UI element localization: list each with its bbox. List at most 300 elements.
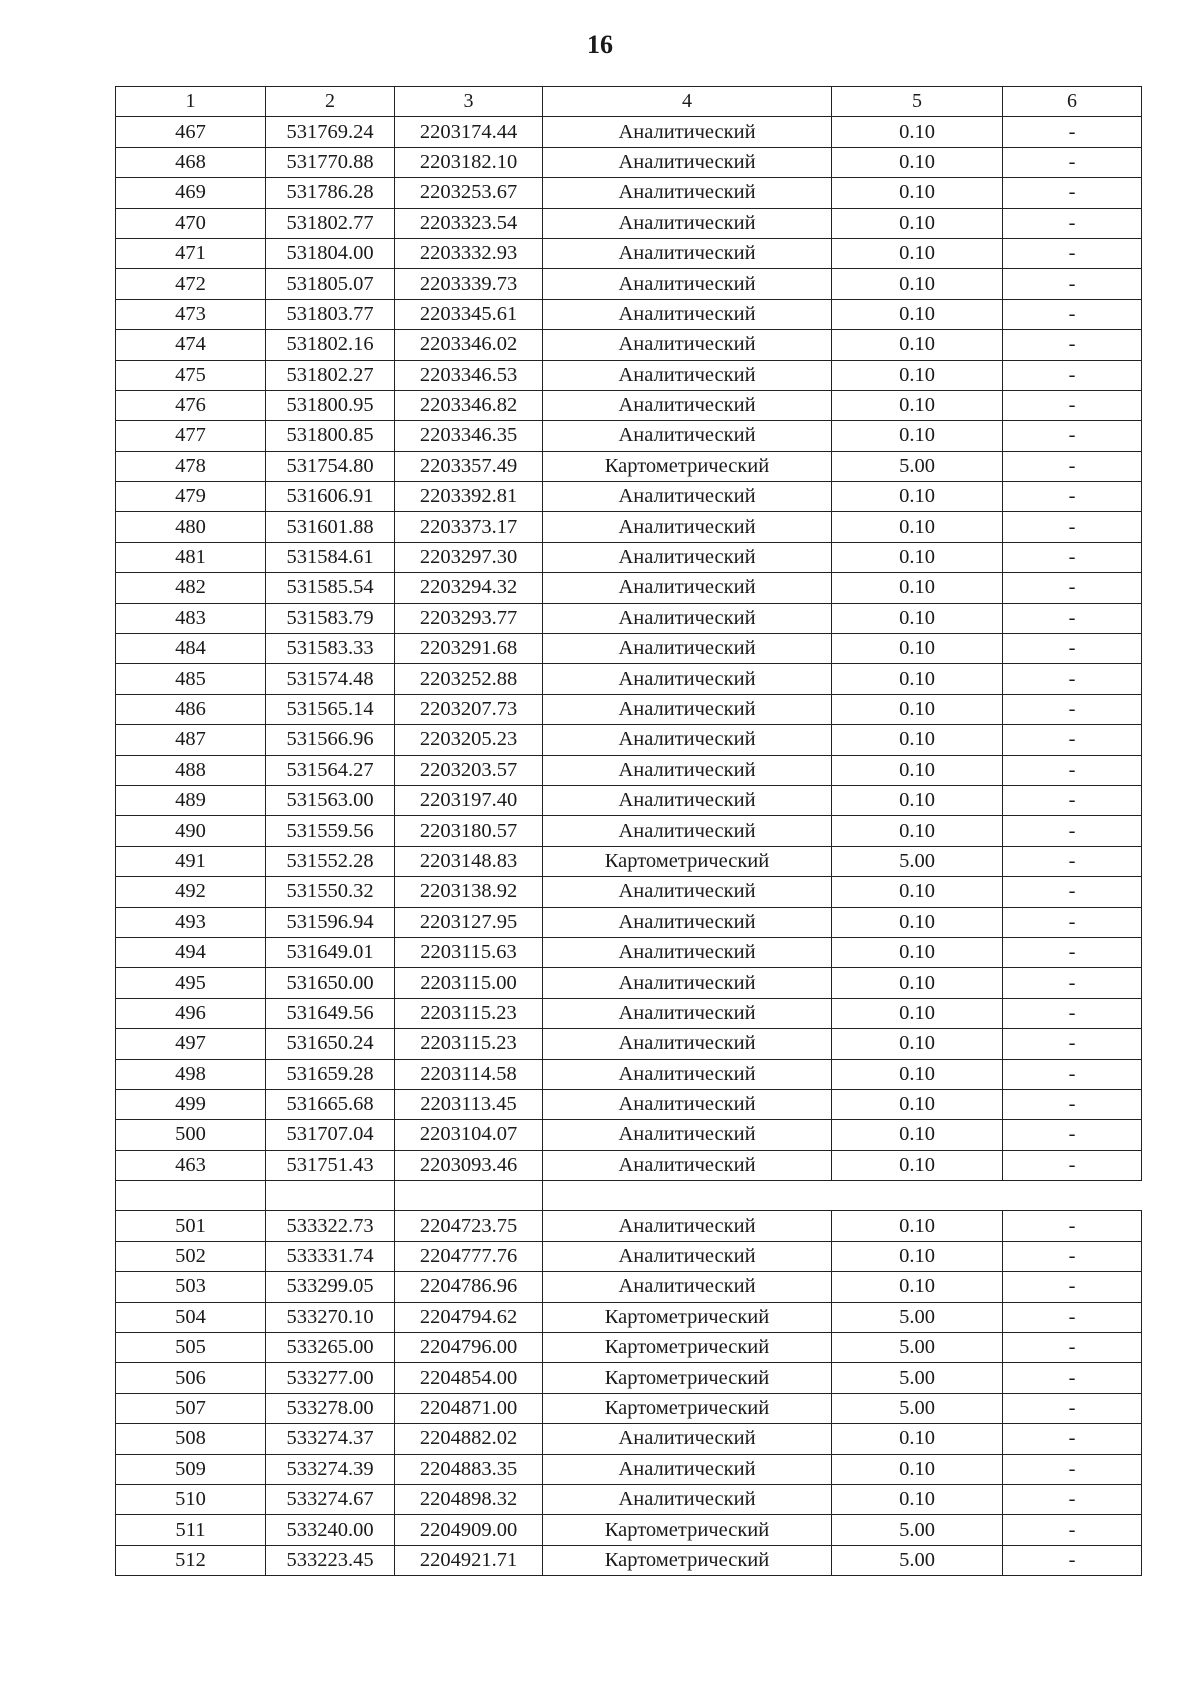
- empty-cell: [266, 1181, 395, 1211]
- table-row: [116, 725, 1142, 755]
- x-coordinate-cell: 531564.27: [266, 755, 395, 785]
- y-coordinate-cell: 2203138.92: [395, 877, 543, 907]
- note-cell: -: [1003, 907, 1142, 937]
- x-coordinate-cell: 531563.00: [266, 785, 395, 815]
- table-row: [116, 542, 1142, 572]
- note-cell: -: [1003, 512, 1142, 542]
- point-number-cell: 488: [116, 755, 266, 785]
- note-cell: -: [1003, 816, 1142, 846]
- note-cell: -: [1003, 542, 1142, 572]
- note-cell: -: [1003, 755, 1142, 785]
- note-cell: -: [1003, 664, 1142, 694]
- y-coordinate-cell: 2203180.57: [395, 816, 543, 846]
- page-number: 16: [587, 30, 613, 59]
- point-number-cell: 485: [116, 664, 266, 694]
- method-cell: Аналитический: [543, 785, 832, 815]
- x-coordinate-cell: 531805.07: [266, 269, 395, 299]
- x-coordinate-cell: 531606.91: [266, 482, 395, 512]
- point-number-cell: 492: [116, 877, 266, 907]
- table-row: [116, 1515, 1142, 1545]
- table-row: [116, 421, 1142, 451]
- table-row: [116, 785, 1142, 815]
- point-number-cell: 470: [116, 208, 266, 238]
- accuracy-cell: 0.10: [832, 1120, 1003, 1150]
- accuracy-cell: 0.10: [832, 573, 1003, 603]
- method-cell: Аналитический: [543, 1211, 832, 1241]
- method-cell: Аналитический: [543, 117, 832, 147]
- table-row: [116, 117, 1142, 147]
- method-cell: Картометрический: [543, 1363, 832, 1393]
- y-coordinate-cell: 2203323.54: [395, 208, 543, 238]
- note-cell: -: [1003, 694, 1142, 724]
- note-cell: -: [1003, 238, 1142, 268]
- accuracy-cell: 5.00: [832, 1333, 1003, 1363]
- x-coordinate-cell: 531802.27: [266, 360, 395, 390]
- y-coordinate-cell: 2203174.44: [395, 117, 543, 147]
- accuracy-cell: 0.10: [832, 1241, 1003, 1271]
- x-coordinate-cell: 533240.00: [266, 1515, 395, 1545]
- y-coordinate-cell: 2203207.73: [395, 694, 543, 724]
- note-cell: -: [1003, 451, 1142, 481]
- table-row: [116, 330, 1142, 360]
- table-row: [116, 208, 1142, 238]
- table-row: [116, 907, 1142, 937]
- point-number-cell: 479: [116, 482, 266, 512]
- table-row: [116, 755, 1142, 785]
- x-coordinate-cell: 533322.73: [266, 1211, 395, 1241]
- method-cell: Аналитический: [543, 1059, 832, 1089]
- note-cell: -: [1003, 1363, 1142, 1393]
- x-coordinate-cell: 531659.28: [266, 1059, 395, 1089]
- method-cell: Аналитический: [543, 178, 832, 208]
- accuracy-cell: 0.10: [832, 998, 1003, 1028]
- note-cell: -: [1003, 1393, 1142, 1423]
- accuracy-cell: 0.10: [832, 147, 1003, 177]
- y-coordinate-cell: 2203205.23: [395, 725, 543, 755]
- x-coordinate-cell: 531802.16: [266, 330, 395, 360]
- x-coordinate-cell: 531566.96: [266, 725, 395, 755]
- point-number-cell: 474: [116, 330, 266, 360]
- accuracy-cell: 5.00: [832, 1302, 1003, 1332]
- note-cell: -: [1003, 1211, 1142, 1241]
- y-coordinate-cell: 2203113.45: [395, 1089, 543, 1119]
- y-coordinate-cell: 2203373.17: [395, 512, 543, 542]
- accuracy-cell: 0.10: [832, 238, 1003, 268]
- method-cell: Аналитический: [543, 1454, 832, 1484]
- method-cell: Аналитический: [543, 390, 832, 420]
- accuracy-cell: 0.10: [832, 1484, 1003, 1514]
- point-number-cell: 500: [116, 1120, 266, 1150]
- table-row: [116, 451, 1142, 481]
- table-row: [116, 360, 1142, 390]
- y-coordinate-cell: 2203104.07: [395, 1120, 543, 1150]
- table-row: [116, 1333, 1142, 1363]
- table-row: [116, 1424, 1142, 1454]
- point-number-cell: 504: [116, 1302, 266, 1332]
- y-coordinate-cell: 2204854.00: [395, 1363, 543, 1393]
- table-row: [116, 1241, 1142, 1271]
- point-number-cell: 502: [116, 1241, 266, 1271]
- method-cell: Аналитический: [543, 542, 832, 572]
- y-coordinate-cell: 2203182.10: [395, 147, 543, 177]
- accuracy-cell: 0.10: [832, 208, 1003, 238]
- y-coordinate-cell: 2204883.35: [395, 1454, 543, 1484]
- note-cell: -: [1003, 603, 1142, 633]
- point-number-cell: 486: [116, 694, 266, 724]
- empty-cell: [543, 1181, 1142, 1211]
- note-cell: -: [1003, 1059, 1142, 1089]
- x-coordinate-cell: 531650.24: [266, 1029, 395, 1059]
- method-cell: Картометрический: [543, 1545, 832, 1575]
- accuracy-cell: 0.10: [832, 785, 1003, 815]
- point-number-cell: 477: [116, 421, 266, 451]
- x-coordinate-cell: 531649.56: [266, 998, 395, 1028]
- x-coordinate-cell: 531550.32: [266, 877, 395, 907]
- accuracy-cell: 0.10: [832, 1211, 1003, 1241]
- table-row: [116, 238, 1142, 268]
- x-coordinate-cell: 533265.00: [266, 1333, 395, 1363]
- table-row: [116, 512, 1142, 542]
- y-coordinate-cell: 2203148.83: [395, 846, 543, 876]
- method-cell: Аналитический: [543, 907, 832, 937]
- point-number-cell: 512: [116, 1545, 266, 1575]
- point-number-cell: 469: [116, 178, 266, 208]
- y-coordinate-cell: 2203252.88: [395, 664, 543, 694]
- point-number-cell: 484: [116, 634, 266, 664]
- x-coordinate-cell: 533274.39: [266, 1454, 395, 1484]
- method-cell: Аналитический: [543, 360, 832, 390]
- accuracy-cell: 0.10: [832, 877, 1003, 907]
- x-coordinate-cell: 531585.54: [266, 573, 395, 603]
- accuracy-cell: 0.10: [832, 603, 1003, 633]
- point-number-cell: 491: [116, 846, 266, 876]
- note-cell: -: [1003, 330, 1142, 360]
- y-coordinate-cell: 2204921.71: [395, 1545, 543, 1575]
- point-number-cell: 506: [116, 1363, 266, 1393]
- x-coordinate-cell: 531802.77: [266, 208, 395, 238]
- y-coordinate-cell: 2204794.62: [395, 1302, 543, 1332]
- point-number-cell: 483: [116, 603, 266, 633]
- note-cell: -: [1003, 846, 1142, 876]
- table-row: [116, 1272, 1142, 1302]
- x-coordinate-cell: 531800.95: [266, 390, 395, 420]
- x-coordinate-cell: 531583.33: [266, 634, 395, 664]
- x-coordinate-cell: 531707.04: [266, 1120, 395, 1150]
- x-coordinate-cell: 531751.43: [266, 1150, 395, 1180]
- method-cell: Картометрический: [543, 1515, 832, 1545]
- column-header: 1: [116, 87, 266, 117]
- y-coordinate-cell: 2203346.02: [395, 330, 543, 360]
- note-cell: -: [1003, 968, 1142, 998]
- x-coordinate-cell: 533331.74: [266, 1241, 395, 1271]
- point-number-cell: 508: [116, 1424, 266, 1454]
- method-cell: Аналитический: [543, 208, 832, 238]
- method-cell: Картометрический: [543, 1302, 832, 1332]
- point-number-cell: 489: [116, 785, 266, 815]
- table-row: [116, 390, 1142, 420]
- table-header-row: [116, 87, 1142, 117]
- method-cell: Аналитический: [543, 755, 832, 785]
- x-coordinate-cell: 533299.05: [266, 1272, 395, 1302]
- y-coordinate-cell: 2203392.81: [395, 482, 543, 512]
- x-coordinate-cell: 531574.48: [266, 664, 395, 694]
- point-number-cell: 498: [116, 1059, 266, 1089]
- point-number-cell: 481: [116, 542, 266, 572]
- note-cell: -: [1003, 1484, 1142, 1514]
- point-number-cell: 490: [116, 816, 266, 846]
- table-row: [116, 937, 1142, 967]
- note-cell: -: [1003, 725, 1142, 755]
- point-number-cell: 471: [116, 238, 266, 268]
- table-row: [116, 664, 1142, 694]
- point-number-cell: 468: [116, 147, 266, 177]
- table-row: [116, 816, 1142, 846]
- y-coordinate-cell: 2203253.67: [395, 178, 543, 208]
- note-cell: -: [1003, 1333, 1142, 1363]
- method-cell: Картометрический: [543, 451, 832, 481]
- method-cell: Аналитический: [543, 664, 832, 694]
- method-cell: Аналитический: [543, 968, 832, 998]
- note-cell: -: [1003, 877, 1142, 907]
- point-number-cell: 487: [116, 725, 266, 755]
- note-cell: -: [1003, 269, 1142, 299]
- method-cell: Аналитический: [543, 1424, 832, 1454]
- point-number-cell: 493: [116, 907, 266, 937]
- table-row: [116, 1302, 1142, 1332]
- accuracy-cell: 0.10: [832, 694, 1003, 724]
- y-coordinate-cell: 2203115.23: [395, 998, 543, 1028]
- point-number-cell: 511: [116, 1515, 266, 1545]
- point-number-cell: 507: [116, 1393, 266, 1423]
- y-coordinate-cell: 2203197.40: [395, 785, 543, 815]
- y-coordinate-cell: 2203114.58: [395, 1059, 543, 1089]
- accuracy-cell: 0.10: [832, 907, 1003, 937]
- note-cell: -: [1003, 421, 1142, 451]
- point-number-cell: 472: [116, 269, 266, 299]
- point-number-cell: 475: [116, 360, 266, 390]
- accuracy-cell: 0.10: [832, 360, 1003, 390]
- y-coordinate-cell: 2203093.46: [395, 1150, 543, 1180]
- method-cell: Аналитический: [543, 299, 832, 329]
- method-cell: Аналитический: [543, 1089, 832, 1119]
- note-cell: -: [1003, 785, 1142, 815]
- note-cell: -: [1003, 1454, 1142, 1484]
- method-cell: Аналитический: [543, 694, 832, 724]
- method-cell: Аналитический: [543, 330, 832, 360]
- point-number-cell: 501: [116, 1211, 266, 1241]
- table-row: [116, 1393, 1142, 1423]
- y-coordinate-cell: 2203291.68: [395, 634, 543, 664]
- table-row: [116, 1211, 1142, 1241]
- table-row: [116, 482, 1142, 512]
- accuracy-cell: 0.10: [832, 330, 1003, 360]
- coordinates-table: [115, 86, 1142, 1576]
- accuracy-cell: 0.10: [832, 421, 1003, 451]
- table-row: [116, 299, 1142, 329]
- note-cell: -: [1003, 1545, 1142, 1575]
- accuracy-cell: 5.00: [832, 1515, 1003, 1545]
- y-coordinate-cell: 2203293.77: [395, 603, 543, 633]
- y-coordinate-cell: 2204723.75: [395, 1211, 543, 1241]
- table-row: [116, 1089, 1142, 1119]
- point-number-cell: 510: [116, 1484, 266, 1514]
- y-coordinate-cell: 2203127.95: [395, 907, 543, 937]
- accuracy-cell: 0.10: [832, 1272, 1003, 1302]
- y-coordinate-cell: 2203346.53: [395, 360, 543, 390]
- method-cell: Аналитический: [543, 1241, 832, 1271]
- x-coordinate-cell: 531649.01: [266, 937, 395, 967]
- method-cell: Аналитический: [543, 238, 832, 268]
- x-coordinate-cell: 533274.37: [266, 1424, 395, 1454]
- column-header: 4: [543, 87, 832, 117]
- point-number-cell: 496: [116, 998, 266, 1028]
- point-number-cell: 473: [116, 299, 266, 329]
- accuracy-cell: 5.00: [832, 1393, 1003, 1423]
- accuracy-cell: 0.10: [832, 664, 1003, 694]
- note-cell: -: [1003, 178, 1142, 208]
- x-coordinate-cell: 531804.00: [266, 238, 395, 268]
- accuracy-cell: 5.00: [832, 1545, 1003, 1575]
- note-cell: -: [1003, 299, 1142, 329]
- x-coordinate-cell: 533274.67: [266, 1484, 395, 1514]
- accuracy-cell: 0.10: [832, 1059, 1003, 1089]
- y-coordinate-cell: 2204909.00: [395, 1515, 543, 1545]
- x-coordinate-cell: 531754.80: [266, 451, 395, 481]
- table-row: [116, 1545, 1142, 1575]
- empty-cell: [116, 1181, 266, 1211]
- note-cell: -: [1003, 1120, 1142, 1150]
- table-row: [116, 846, 1142, 876]
- table-row: [116, 877, 1142, 907]
- method-cell: Аналитический: [543, 512, 832, 542]
- method-cell: Аналитический: [543, 147, 832, 177]
- x-coordinate-cell: 531770.88: [266, 147, 395, 177]
- accuracy-cell: 5.00: [832, 1363, 1003, 1393]
- method-cell: Картометрический: [543, 1393, 832, 1423]
- method-cell: Аналитический: [543, 1272, 832, 1302]
- point-number-cell: 497: [116, 1029, 266, 1059]
- note-cell: -: [1003, 634, 1142, 664]
- x-coordinate-cell: 533277.00: [266, 1363, 395, 1393]
- x-coordinate-cell: 531565.14: [266, 694, 395, 724]
- method-cell: Аналитический: [543, 937, 832, 967]
- y-coordinate-cell: 2203115.00: [395, 968, 543, 998]
- y-coordinate-cell: 2204786.96: [395, 1272, 543, 1302]
- method-cell: Аналитический: [543, 603, 832, 633]
- x-coordinate-cell: 531601.88: [266, 512, 395, 542]
- accuracy-cell: 0.10: [832, 816, 1003, 846]
- y-coordinate-cell: 2204777.76: [395, 1241, 543, 1271]
- y-coordinate-cell: 2203339.73: [395, 269, 543, 299]
- y-coordinate-cell: 2203297.30: [395, 542, 543, 572]
- accuracy-cell: 5.00: [832, 451, 1003, 481]
- method-cell: Аналитический: [543, 269, 832, 299]
- note-cell: -: [1003, 1424, 1142, 1454]
- y-coordinate-cell: 2203115.23: [395, 1029, 543, 1059]
- accuracy-cell: 0.10: [832, 1424, 1003, 1454]
- note-cell: -: [1003, 1029, 1142, 1059]
- table-row: [116, 147, 1142, 177]
- method-cell: Аналитический: [543, 1484, 832, 1514]
- note-cell: -: [1003, 482, 1142, 512]
- method-cell: Аналитический: [543, 482, 832, 512]
- method-cell: Аналитический: [543, 877, 832, 907]
- point-number-cell: 505: [116, 1333, 266, 1363]
- note-cell: -: [1003, 390, 1142, 420]
- table-row: [116, 968, 1142, 998]
- method-cell: Аналитический: [543, 421, 832, 451]
- table-row: [116, 573, 1142, 603]
- note-cell: -: [1003, 360, 1142, 390]
- method-cell: Аналитический: [543, 573, 832, 603]
- accuracy-cell: 0.10: [832, 1029, 1003, 1059]
- table-row: [116, 603, 1142, 633]
- note-cell: -: [1003, 1089, 1142, 1119]
- y-coordinate-cell: 2203203.57: [395, 755, 543, 785]
- table-row: [116, 1363, 1142, 1393]
- point-number-cell: 499: [116, 1089, 266, 1119]
- accuracy-cell: 0.10: [832, 269, 1003, 299]
- point-number-cell: 476: [116, 390, 266, 420]
- point-number-cell: 503: [116, 1272, 266, 1302]
- point-number-cell: 509: [116, 1454, 266, 1484]
- y-coordinate-cell: 2204898.32: [395, 1484, 543, 1514]
- accuracy-cell: 0.10: [832, 755, 1003, 785]
- y-coordinate-cell: 2204796.00: [395, 1333, 543, 1363]
- y-coordinate-cell: 2204882.02: [395, 1424, 543, 1454]
- method-cell: Аналитический: [543, 725, 832, 755]
- column-header: 6: [1003, 87, 1142, 117]
- x-coordinate-cell: 533223.45: [266, 1545, 395, 1575]
- y-coordinate-cell: 2203346.35: [395, 421, 543, 451]
- accuracy-cell: 0.10: [832, 117, 1003, 147]
- y-coordinate-cell: 2203332.93: [395, 238, 543, 268]
- x-coordinate-cell: 531665.68: [266, 1089, 395, 1119]
- x-coordinate-cell: 531596.94: [266, 907, 395, 937]
- y-coordinate-cell: 2203357.49: [395, 451, 543, 481]
- note-cell: -: [1003, 117, 1142, 147]
- table-row: [116, 998, 1142, 1028]
- column-header: 2: [266, 87, 395, 117]
- accuracy-cell: 0.10: [832, 634, 1003, 664]
- point-number-cell: 467: [116, 117, 266, 147]
- accuracy-cell: 0.10: [832, 482, 1003, 512]
- accuracy-cell: 0.10: [832, 725, 1003, 755]
- x-coordinate-cell: 531786.28: [266, 178, 395, 208]
- point-number-cell: 463: [116, 1150, 266, 1180]
- method-cell: Картометрический: [543, 1333, 832, 1363]
- table-row: [116, 1059, 1142, 1089]
- accuracy-cell: 0.10: [832, 178, 1003, 208]
- column-header: 5: [832, 87, 1003, 117]
- x-coordinate-cell: 531800.85: [266, 421, 395, 451]
- method-cell: Аналитический: [543, 1029, 832, 1059]
- x-coordinate-cell: 531650.00: [266, 968, 395, 998]
- table-row: [116, 1484, 1142, 1514]
- x-coordinate-cell: 533270.10: [266, 1302, 395, 1332]
- table-row: [116, 634, 1142, 664]
- accuracy-cell: 0.10: [832, 512, 1003, 542]
- method-cell: Картометрический: [543, 846, 832, 876]
- table-row: [116, 269, 1142, 299]
- table-row: [116, 1029, 1142, 1059]
- method-cell: Аналитический: [543, 1120, 832, 1150]
- x-coordinate-cell: 531583.79: [266, 603, 395, 633]
- x-coordinate-cell: 531552.28: [266, 846, 395, 876]
- note-cell: -: [1003, 937, 1142, 967]
- y-coordinate-cell: 2203115.63: [395, 937, 543, 967]
- y-coordinate-cell: 2203294.32: [395, 573, 543, 603]
